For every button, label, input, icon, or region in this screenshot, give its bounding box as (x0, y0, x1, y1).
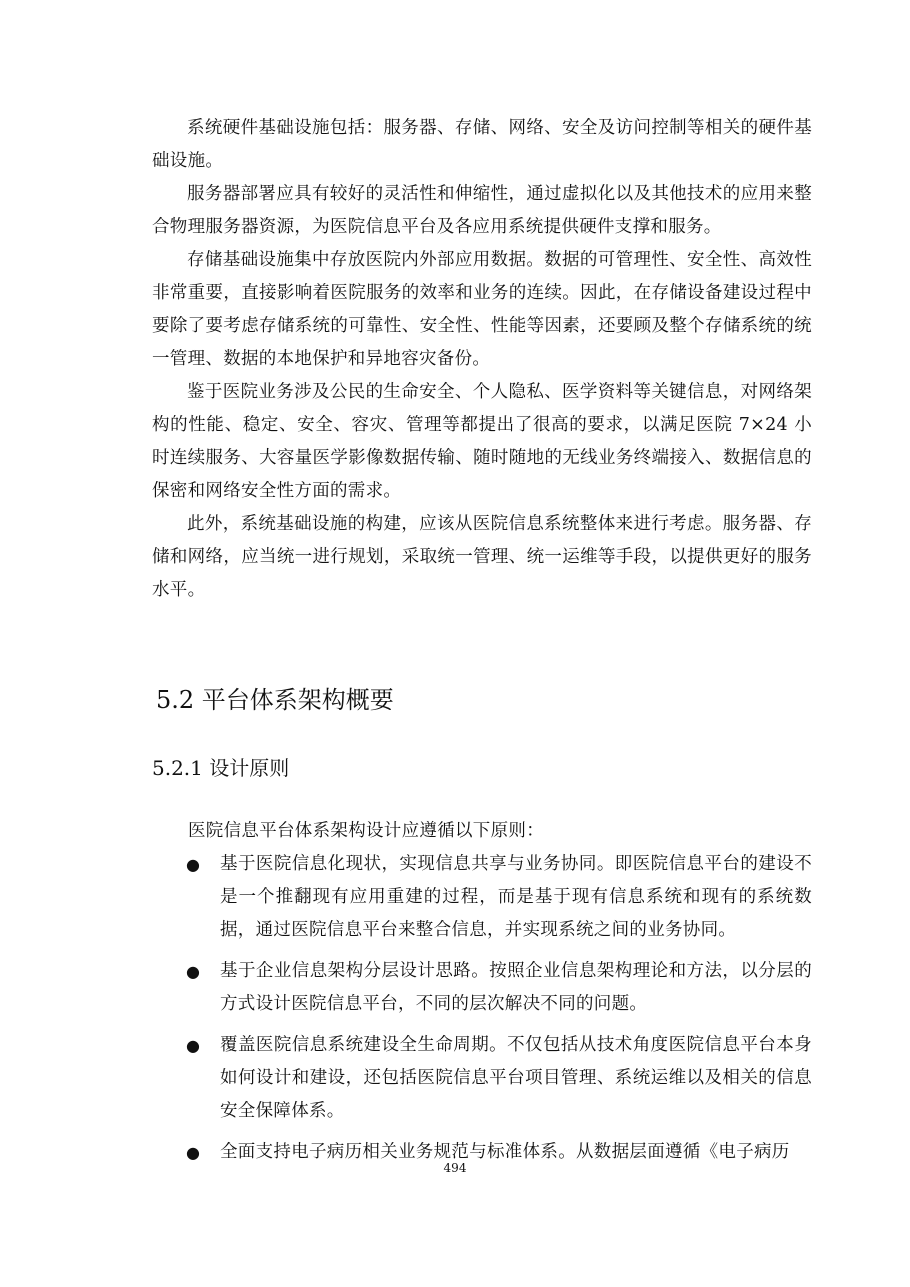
bullet-icon: ● (186, 855, 201, 874)
subsection-heading: 5.2.1 设计原则 (152, 756, 290, 780)
list-item-text: 基于企业信息架构分层设计思路。按照企业信息架构理论和方法，以分层的方式设计医院信息平台，不同的层次解决不同的问题。 (220, 961, 812, 1014)
section-heading: 5.2 平台体系架构概要 (156, 686, 394, 714)
principles-intro: 医院信息平台体系架构设计应遵循以下原则： (188, 821, 544, 841)
page-number: 494 (443, 1161, 467, 1175)
list-item-text: 全面支持电子病历相关业务规范与标准体系。从数据层面遵循《电子病历 (220, 1142, 790, 1162)
list-item (186, 848, 812, 947)
list-item-text: 覆盖医院信息系统建设全生命周期。不仅包括从技术角度医院信息平台本身如何设计和建设，还包括医院信息平台项目管理、系统运维以及相关的信息安全保障体系。 (220, 1035, 812, 1121)
paragraph-hardware-infrastructure: 系统硬件基础设施包括：服务器、存储、网络、安全及访问控制等相关的硬件基础设施。 (152, 118, 812, 171)
body-text-block (152, 112, 812, 607)
bullet-icon: ● (186, 1036, 201, 1055)
paragraph-network-architecture: 鉴于医院业务涉及公民的生命安全、个人隐私、医学资料等关键信息，对网络架构的性能、稳定、安全、容灾、管理等都提出了很高的要求，以满足医院 7×24 小时连续服务、大容量医学影像数据传输、随时随地的无线业务终端接入、数据信息的保密和网络安全性方面的需求。 (152, 382, 812, 501)
list-item (186, 955, 812, 1021)
list-item-text: 基于医院信息化现状，实现信息共享与业务协同。即医院信息平台的建设不是一个推翻现有应用重建的过程，而是基于现有信息系统和现有的系统数据，通过医院信息平台来整合信息，并实现系统之间的业务协同。 (220, 854, 812, 940)
principles-list (186, 848, 812, 1177)
bullet-icon: ● (186, 1143, 201, 1162)
paragraph-storage-infrastructure: 存储基础设施集中存放医院内外部应用数据。数据的可管理性、安全性、高效性非常重要，直接影响着医院服务的效率和业务的连续。因此，在存储设备建设过程中要除了要考虑存储系统的可靠性、安全性、性能等因素，还要顾及整个存储系统的统一管理、数据的本地保护和异地容灾备份。 (152, 250, 812, 369)
paragraph-server-deployment: 服务器部署应具有较好的灵活性和伸缩性，通过虚拟化以及其他技术的应用来整合物理服务器资源，为医院信息平台及各应用系统提供硬件支撑和服务。 (152, 184, 812, 237)
bullet-icon: ● (186, 962, 201, 981)
paragraph-infrastructure-planning: 此外，系统基础设施的构建，应该从医院信息系统整体来进行考虑。服务器、存储和网络，应当统一进行规划，采取统一管理、统一运维等手段，以提供更好的服务水平。 (152, 514, 812, 600)
list-item (186, 1029, 812, 1128)
